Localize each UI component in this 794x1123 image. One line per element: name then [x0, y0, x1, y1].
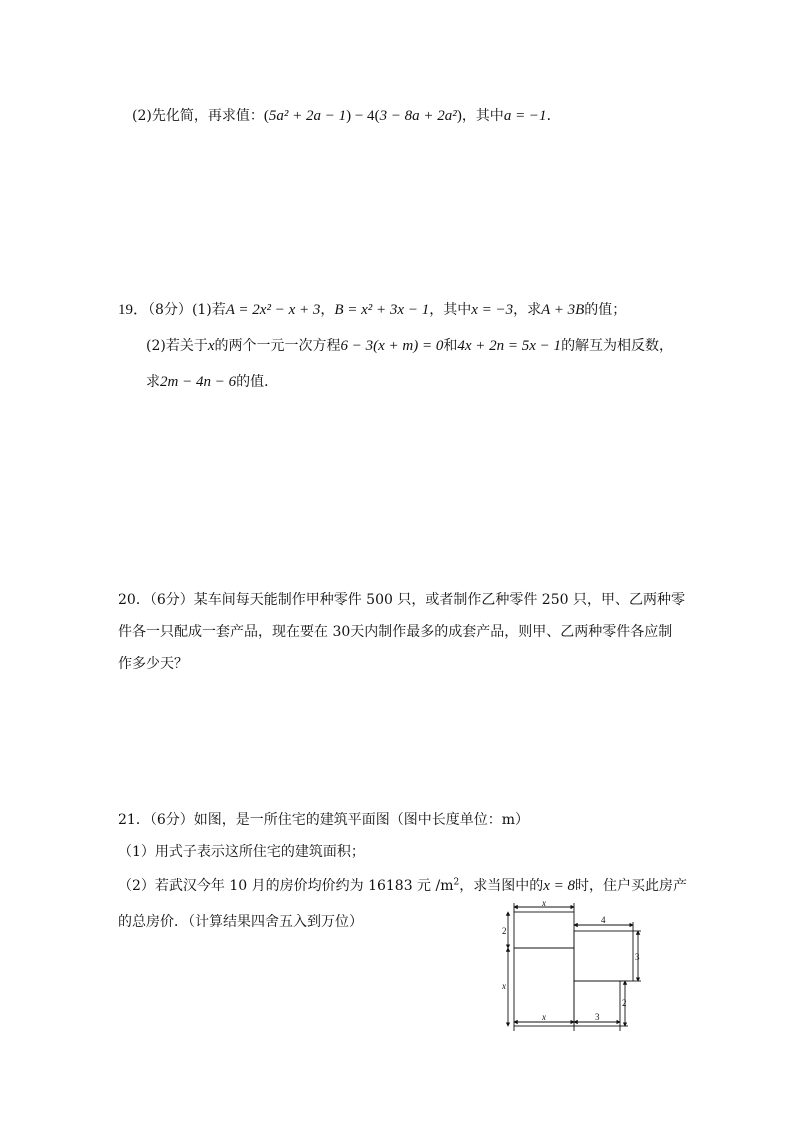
- q19-part2-mid: 的两个一元一次方程: [214, 338, 341, 354]
- label-bottom-x: x: [542, 1012, 546, 1022]
- q20-line2: 件各一只配成一套产品，现在要在 30天内制作最多的成套产品，则甲、乙两种零件各应制: [118, 624, 673, 640]
- q19-number: 19．: [118, 302, 149, 318]
- q19-part2b-prefix: 求: [146, 374, 160, 390]
- floor-plan-figure: [496, 898, 646, 1032]
- q19-score: （8分）: [148, 302, 192, 318]
- q19-ask-expr: A + 3B: [541, 302, 585, 318]
- q18-expr-1: 5a² + 2a − 1: [268, 108, 347, 124]
- q20-line1: 20．（6分）某车间每天能制作甲种零件 500 只，或者制作乙种零件 250 只，甲、乙两种零: [118, 592, 685, 608]
- q21-line3-b: ，求当图中的: [459, 878, 544, 894]
- q21-line3-c: 时，住户买此房产: [575, 878, 688, 894]
- q21-line2: （1）用式子表示这所住宅的建筑面积；: [118, 844, 365, 860]
- q18-expr-mid: − 4: [351, 108, 375, 124]
- q19-line3: [146, 372, 278, 392]
- q21-line4: 的总房价．（计算结果四舍五入到万位）: [118, 914, 363, 930]
- q19-eq1: 6 − 3(x + m) = 0: [340, 338, 444, 354]
- q19-ask-suffix: 的值；: [584, 302, 627, 318]
- left-block: [514, 912, 574, 1026]
- q18-cond-expr: a = −1: [503, 108, 547, 124]
- q21-line1: 21．（6分）如图，是一所住宅的建筑平面图（图中长度单位：m）: [118, 812, 529, 828]
- label-bottom-3: 3: [595, 1012, 600, 1022]
- q19-where: ，其中: [429, 302, 472, 318]
- q21-line3-a: （2）若武汉今年 10 月的房价均价约为 16183 元 /m: [118, 878, 454, 894]
- q19-part1-prefix: (1)若: [191, 302, 226, 318]
- q19-part2-end: 的解互为相反数，: [561, 338, 674, 354]
- q21-line3-cond: x = 8: [543, 878, 576, 894]
- q19-and: 和: [443, 338, 458, 354]
- q21-line3: [118, 876, 687, 896]
- q18-part2-prefix: (2)先化简，再求值：: [132, 108, 264, 124]
- q18-expr-2: 3 − 8a + 2a²: [379, 108, 457, 124]
- q20-line3: 作多少天？: [118, 656, 188, 672]
- q19-A-expr: A = 2x² − x + 3: [225, 302, 321, 318]
- q18-end: ．: [546, 108, 561, 124]
- q19-part2b-expr: 2m − 4n − 6: [160, 374, 237, 390]
- q19-part2-prefix: (2)若关于: [146, 338, 208, 354]
- label-top-4: 4: [601, 915, 606, 925]
- q21-line3-sup: 2: [453, 877, 460, 888]
- q18-condition: ，其中: [461, 108, 504, 124]
- q19-x-val: x = −3: [471, 302, 514, 318]
- q19-sep: ，: [320, 302, 335, 318]
- q18-part2: (2)先化简，再求值：(5a² + 2a − 1) − 4(3 − 8a + 2a²)，其中a = −1．: [132, 108, 561, 124]
- q19-eq2: 4x + 2n = 5x − 1: [457, 338, 562, 354]
- q19-part2b-end: 的值．: [236, 374, 279, 390]
- q19-line2: [146, 336, 673, 356]
- label-right-3: 3: [635, 952, 640, 962]
- label-top-x: x: [542, 898, 546, 908]
- right-upper-block: [574, 931, 633, 981]
- q19-B-expr: B = x² + 3x − 1: [334, 302, 430, 318]
- q19-ask-prefix: ，求: [513, 302, 542, 318]
- q19-part2-var: x: [207, 338, 215, 354]
- label-left-x: x: [502, 981, 506, 991]
- label-left-2: 2: [502, 926, 507, 936]
- label-right-2: 2: [622, 998, 627, 1008]
- q19-line1: [118, 300, 626, 320]
